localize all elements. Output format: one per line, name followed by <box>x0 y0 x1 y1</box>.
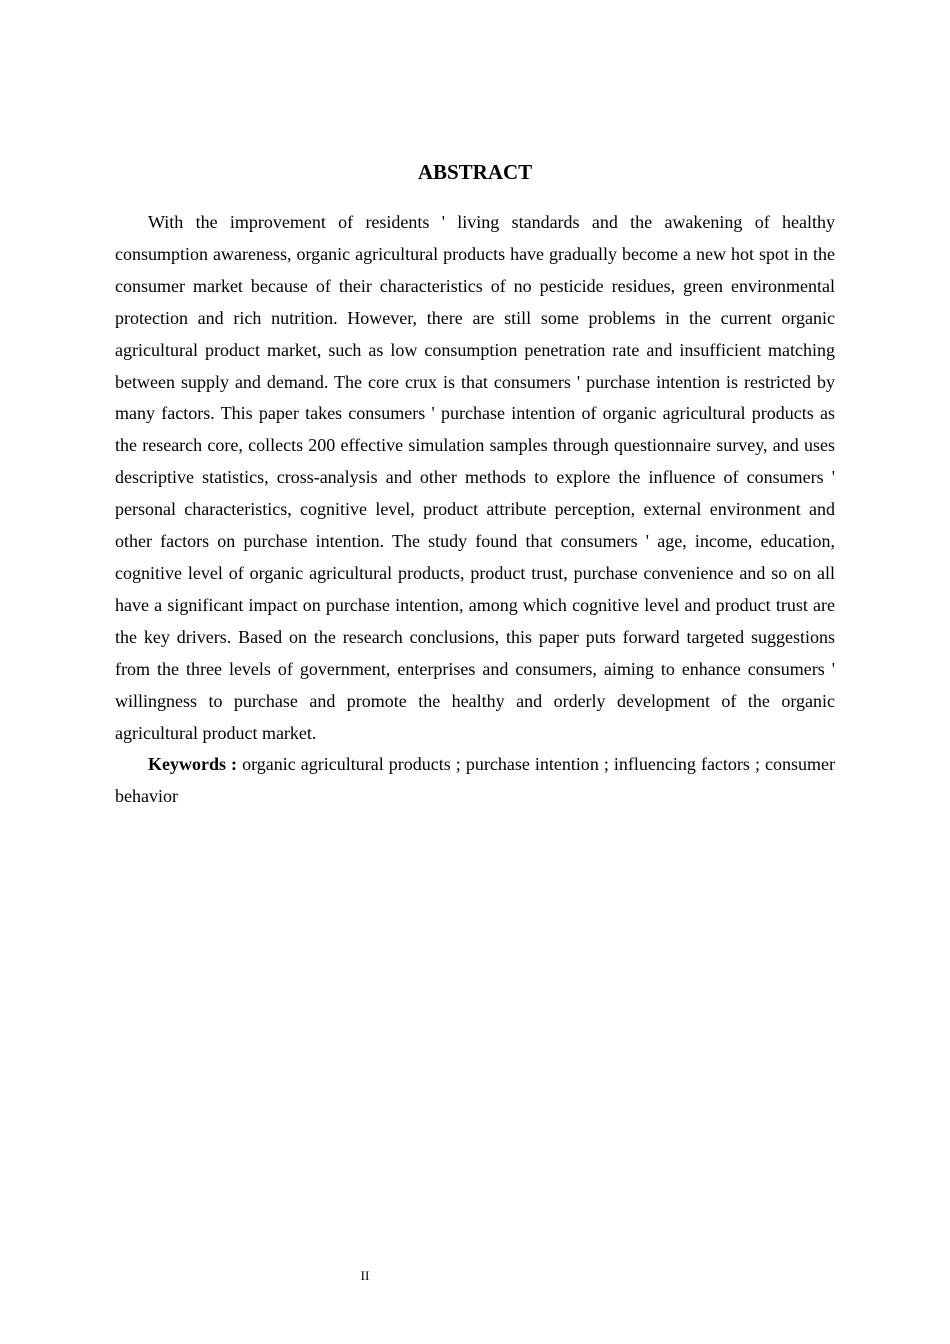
keywords-paragraph <box>115 749 835 813</box>
abstract-paragraph: With the improvement of residents ' living standards and the awakening of healthy consumption awareness, organic agricultural products have gradually become a new hot spot in the consumer market because of their characteristics of no pesticide residues, green environmental protection and rich nutrition. However, there are still some problems in the current organic agricultural product market, such as low consumption penetration rate and insufficient matching between supply and demand. The core crux is that consumers ' purchase intention is restricted by many factors. This paper takes consumers ' purchase intention of organic agricultural products as the research core, collects 200 effective simulation samples through questionnaire survey, and uses descriptive statistics, cross-analysis and other methods to explore the influence of consumers ' personal characteristics, cognitive level, product attribute perception, external environment and other factors on purchase intention. The study found that consumers ' age, income, education, cognitive level of organic agricultural products, product trust, purchase convenience and so on all have a significant impact on purchase intention, among which cognitive level and product trust are the key drivers. Based on the research conclusions, this paper puts forward targeted suggestions from the three levels of government, enterprises and consumers, aiming to enhance consumers ' willingness to purchase and promote the healthy and orderly development of the organic agricultural product market. <box>115 212 835 743</box>
abstract-body <box>115 207 835 813</box>
keywords-text: organic agricultural products ; purchase intention ; influencing factors ; consumer behavior <box>115 754 835 807</box>
abstract-title: ABSTRACT <box>417 160 533 184</box>
page-number: II <box>360 1268 370 1283</box>
keywords-label: Keywords : <box>148 754 238 775</box>
